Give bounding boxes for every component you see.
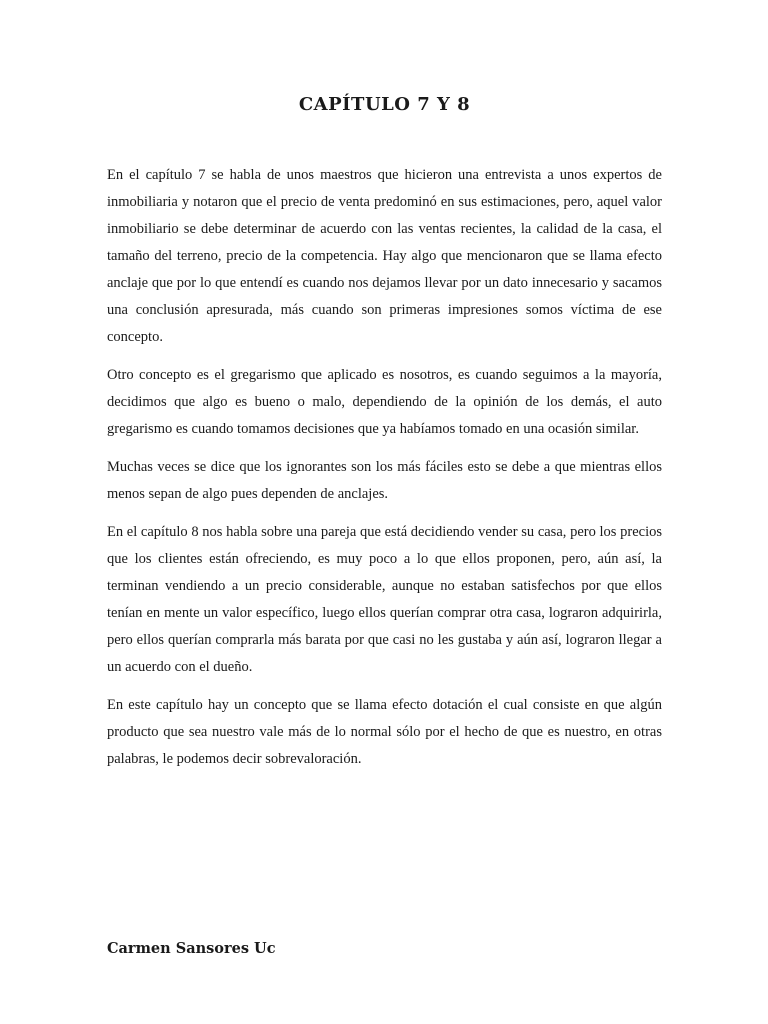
paragraph-3: Muchas veces se dice que los ignorantes son los más fáciles esto se debe a que mientras ellos menos sepan de algo pues dependen de anclajes. (107, 459, 662, 502)
document-body (107, 162, 662, 784)
document-title: CAPÍTULO 7 Y 8 (298, 94, 471, 115)
document-page (107, 0, 662, 1024)
paragraph-2: Otro concepto es el gregarismo que aplicado es nosotros, es cuando seguimos a la mayoría, decidimos que algo es bueno o malo, dependiendo de la opinión de los demás, el auto gregarismo es cuando tomamos decisiones que ya habíamos tomado en una ocasión similar. (107, 367, 662, 437)
author-name: Carmen Sansores Uc (107, 940, 276, 957)
paragraph-4: En el capítulo 8 nos habla sobre una pareja que está decidiendo vender su casa, pero los precios que los clientes están ofreciendo, es muy poco a lo que ellos proponen, pero, aún así, la terminan vendiendo a un precio considerable, aunque no estaban satisfechos por que ellos tenían en mente un valor específico, luego ellos querían comprar otra casa, lograron adquirirla, pero ellos querían comprarla más barata por que casi no les gustaba y aún así, lograron llegar a un acuerdo con el dueño. (107, 524, 662, 675)
paragraph-5: En este capítulo hay un concepto que se llama efecto dotación el cual consiste en que algún producto que sea nuestro vale más de lo normal sólo por el hecho de que es nuestro, en otras palabras, le podemos decir sobrevaloración. (107, 697, 662, 767)
paragraph-1: En el capítulo 7 se habla de unos maestros que hicieron una entrevista a unos expertos de inmobiliaria y notaron que el precio de venta predominó en sus estimaciones, pero, aquel valor inmobiliario se debe determinar de acuerdo con las ventas recientes, la calidad de la casa, el tamaño del terreno, precio de la competencia. Hay algo que mencionaron que se llama efecto anclaje que por lo que entendí es cuando nos dejamos llevar por un dato innecesario y sacamos una conclusión apresurada, más cuando son primeras impresiones somos víctima de ese concepto. (107, 167, 662, 345)
